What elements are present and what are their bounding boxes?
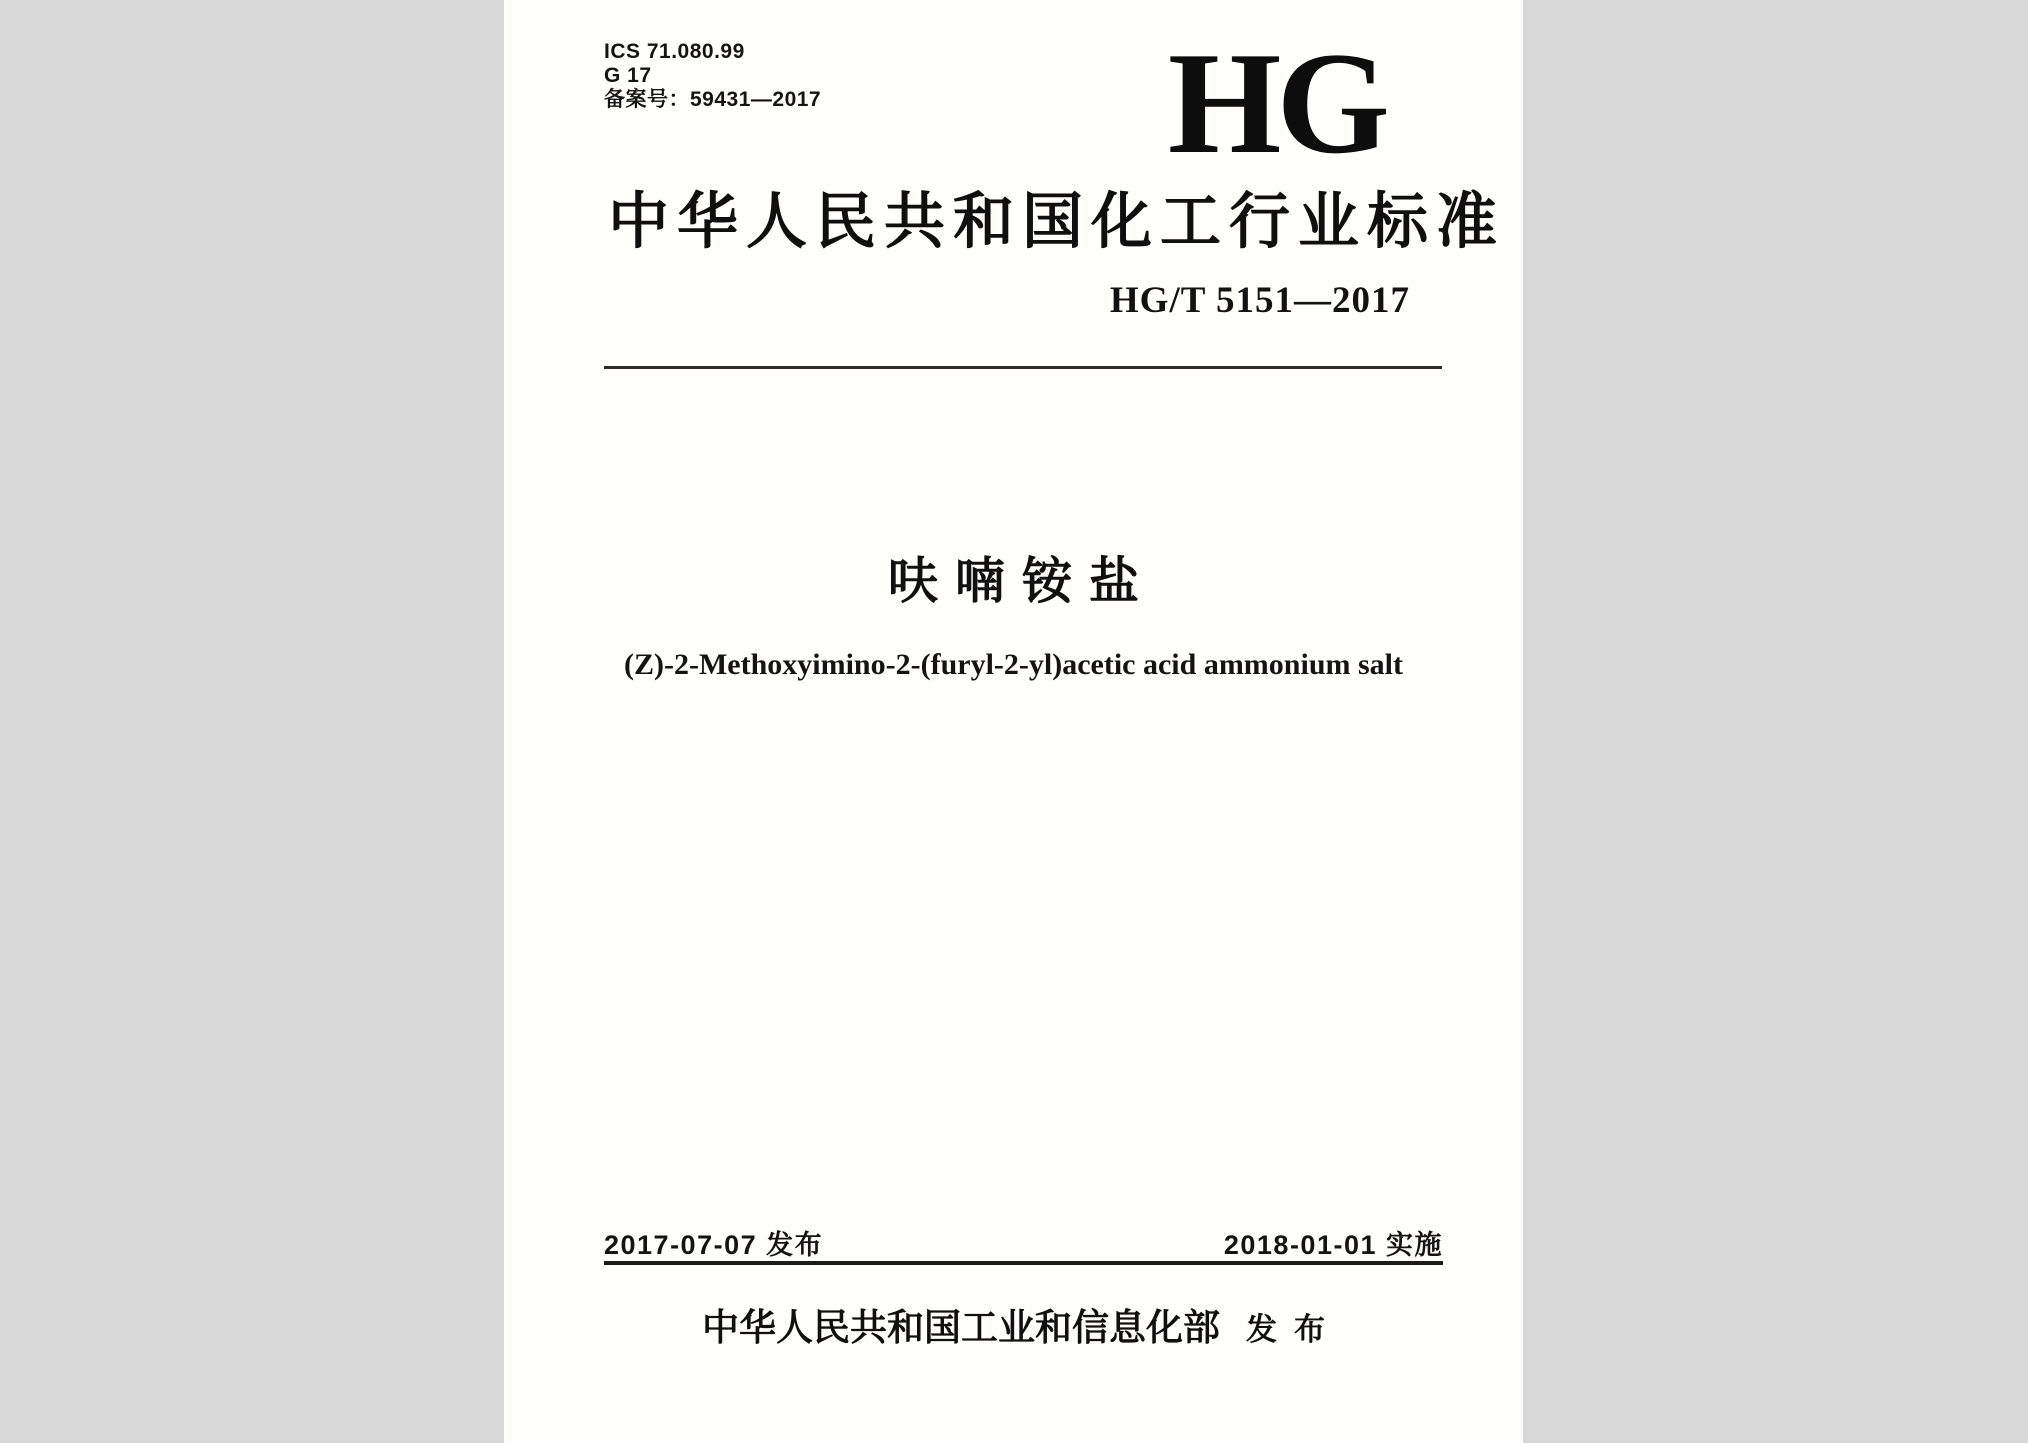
release-date: 2017-07-07 发布 — [604, 1230, 824, 1260]
record-number: 备案号：59431—2017 — [604, 88, 822, 111]
footer-divider-line — [604, 1261, 1443, 1265]
publish-label: 发布 — [1246, 1312, 1342, 1347]
document-title-english: (Z)-2-Methoxyimino-2-(furyl-2-yl)acetic acid ammonium salt — [623, 648, 1403, 681]
publisher-line — [504, 1310, 1523, 1347]
ics-block — [604, 40, 821, 112]
header-divider-line — [604, 366, 1442, 369]
implementation-date: 2018-01-01 实施 — [1223, 1230, 1443, 1260]
publisher-name: 中华人民共和国工业和信息化部 — [702, 1308, 1220, 1349]
date-row — [604, 1232, 1443, 1259]
document-title-chinese: 呋喃铵盐 — [888, 553, 1156, 609]
standard-name: 中华人民共和国化工行业标准 — [608, 189, 1506, 256]
ics-code: ICS 71.080.99 — [604, 40, 745, 63]
standard-number: HG/T 5151—2017 — [1109, 280, 1410, 321]
document-page — [504, 0, 1523, 1443]
hg-logo: HG — [1167, 22, 1385, 184]
classification-code: G 17 — [604, 64, 652, 87]
